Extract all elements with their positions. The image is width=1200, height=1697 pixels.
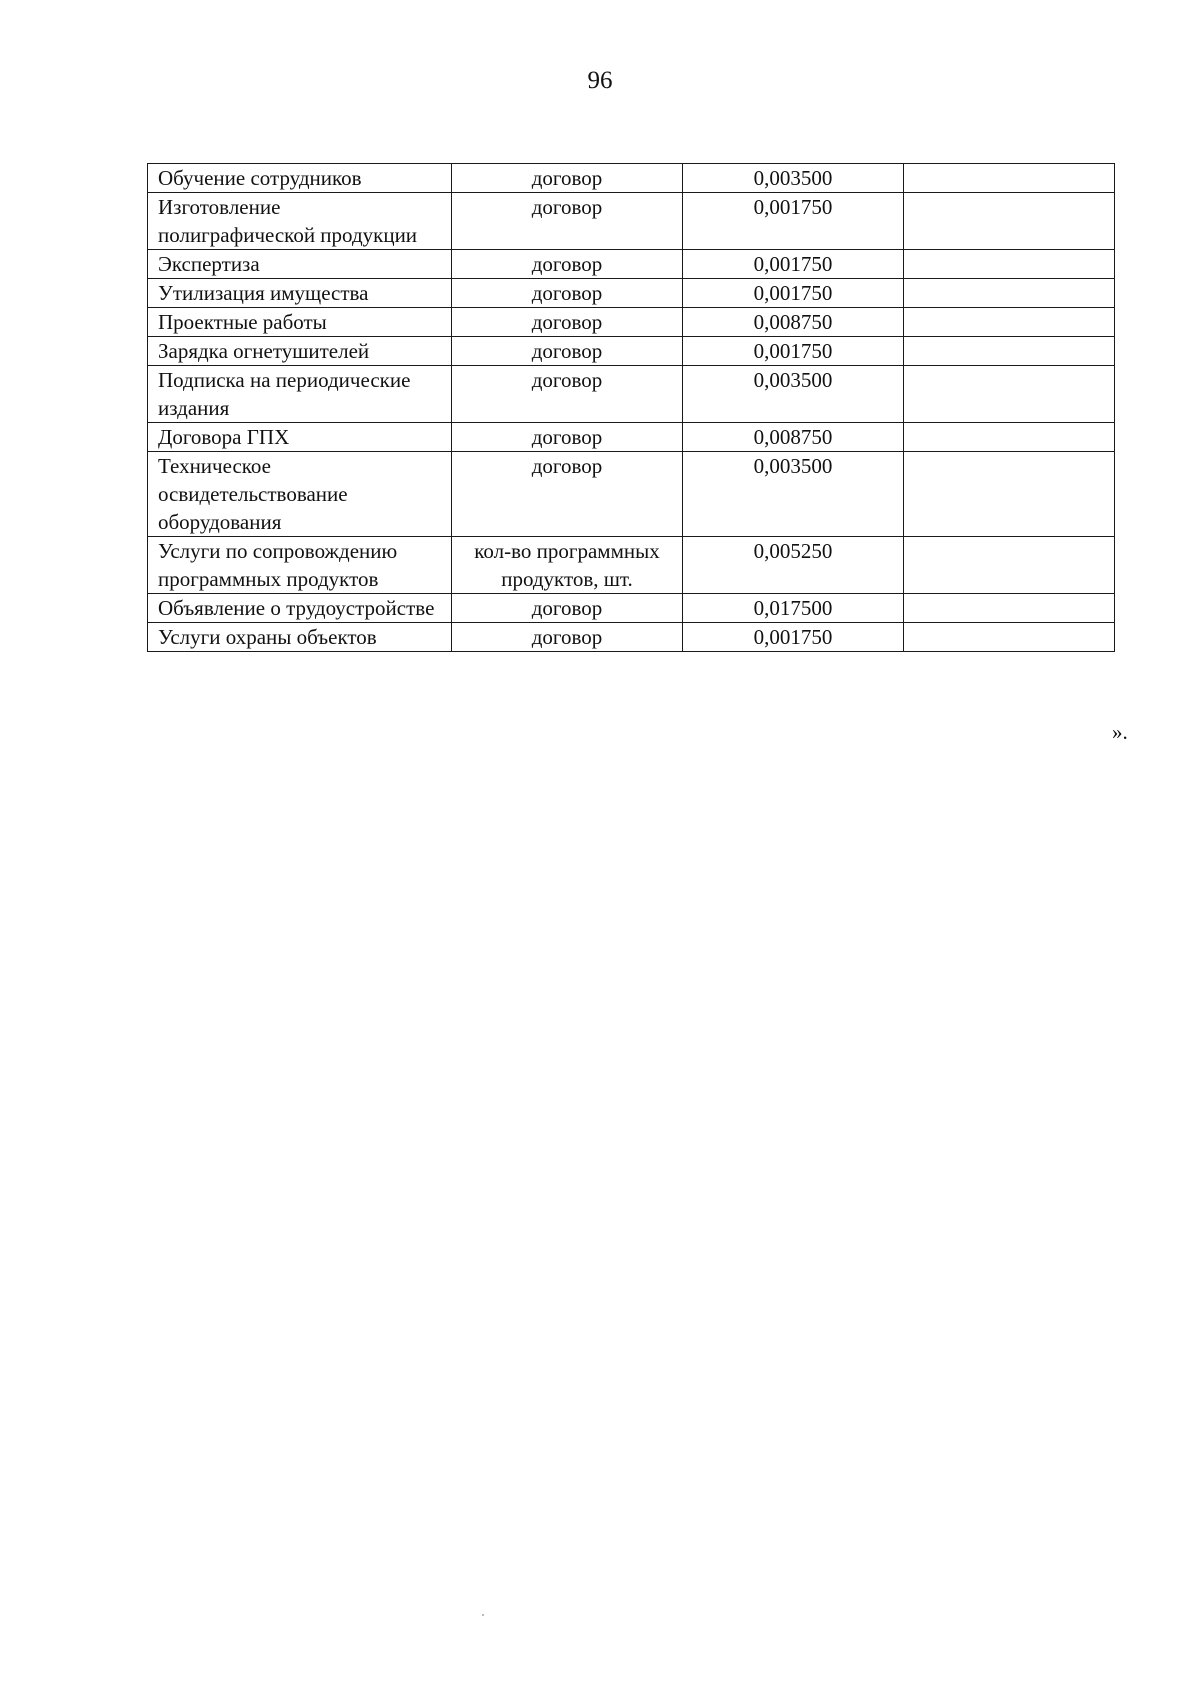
table-row [148, 250, 1115, 279]
service-name-cell: Услуги по сопровождению программных продуктов [148, 537, 452, 594]
unit-cell: договор [452, 250, 683, 279]
service-name-cell: Проектные работы [148, 308, 452, 337]
service-name-cell: Обучение сотрудников [148, 164, 452, 193]
norm-value-cell: 0,001750 [683, 250, 904, 279]
unit-cell: договор [452, 594, 683, 623]
extra-cell [904, 623, 1115, 652]
service-name-cell: Объявление о трудоустройстве [148, 594, 452, 623]
page-number: 96 [587, 67, 613, 94]
scan-artifact [482, 1614, 484, 1616]
unit-cell: договор [452, 366, 683, 423]
unit-cell: договор [452, 623, 683, 652]
extra-cell [904, 279, 1115, 308]
norm-value-cell: 0,005250 [683, 537, 904, 594]
service-name-cell: Утилизация имущества [148, 279, 452, 308]
closing-quote-mark: ». [1112, 720, 1128, 744]
extra-cell [904, 193, 1115, 250]
table-row [148, 279, 1115, 308]
norm-value-cell: 0,003500 [683, 164, 904, 193]
table-row [148, 623, 1115, 652]
table-row [148, 337, 1115, 366]
service-name-cell: Услуги охраны объектов [148, 623, 452, 652]
unit-cell: договор [452, 279, 683, 308]
unit-cell: договор [452, 337, 683, 366]
table-row [148, 452, 1115, 537]
unit-cell: кол-во программных продуктов, шт. [452, 537, 683, 594]
norm-value-cell: 0,001750 [683, 193, 904, 250]
service-name-cell: Техническое освидетельствование оборудования [148, 452, 452, 537]
unit-cell: договор [452, 193, 683, 250]
unit-cell: договор [452, 308, 683, 337]
extra-cell [904, 423, 1115, 452]
extra-cell [904, 308, 1115, 337]
table-row [148, 193, 1115, 250]
table-row [148, 308, 1115, 337]
norm-value-cell: 0,017500 [683, 594, 904, 623]
extra-cell [904, 164, 1115, 193]
norm-value-cell: 0,008750 [683, 423, 904, 452]
extra-cell [904, 250, 1115, 279]
service-name-cell: Договора ГПХ [148, 423, 452, 452]
service-name-cell: Подписка на периодические издания [148, 366, 452, 423]
unit-cell: договор [452, 452, 683, 537]
norm-value-cell: 0,008750 [683, 308, 904, 337]
norm-value-cell: 0,003500 [683, 366, 904, 423]
service-name-cell: Изготовление полиграфической продукции [148, 193, 452, 250]
extra-cell [904, 452, 1115, 537]
table-row [148, 366, 1115, 423]
unit-cell: договор [452, 423, 683, 452]
norms-table [147, 163, 1115, 652]
service-name-cell: Экспертиза [148, 250, 452, 279]
norms-table-body [148, 164, 1115, 652]
table-row [148, 164, 1115, 193]
table-row [148, 423, 1115, 452]
extra-cell [904, 537, 1115, 594]
table-row [148, 537, 1115, 594]
service-name-cell: Зарядка огнетушителей [148, 337, 452, 366]
norm-value-cell: 0,003500 [683, 452, 904, 537]
extra-cell [904, 366, 1115, 423]
table-row [148, 594, 1115, 623]
norm-value-cell: 0,001750 [683, 337, 904, 366]
extra-cell [904, 337, 1115, 366]
norm-value-cell: 0,001750 [683, 279, 904, 308]
extra-cell [904, 594, 1115, 623]
norm-value-cell: 0,001750 [683, 623, 904, 652]
unit-cell: договор [452, 164, 683, 193]
